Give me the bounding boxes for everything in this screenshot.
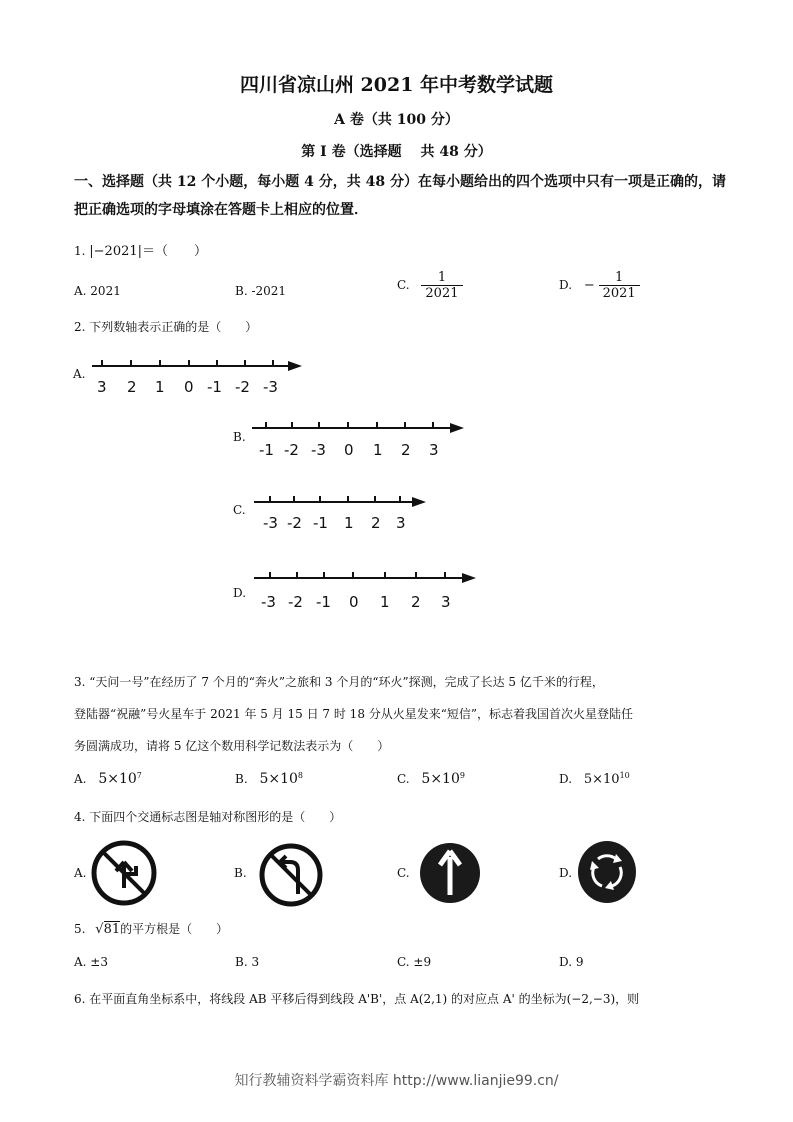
tick-label: 2 <box>371 514 381 532</box>
tick-label: 0 <box>349 593 359 611</box>
tick-label: 1 <box>155 378 165 396</box>
number-line-b <box>250 420 470 440</box>
question-6: 6. 在平面直角坐标系中，将线段 AB 平移后得到线段 A'B'，点 A(2,1) 的对应点 A' 的坐标为(−2,−3)，则 <box>74 992 640 1006</box>
option-exponent: 7 <box>136 771 142 780</box>
q1-option-d-fraction <box>599 270 640 301</box>
option-base: 5×10 <box>259 771 298 787</box>
q1-option-d-label: D. <box>559 278 573 292</box>
question-2: 2. 下列数轴表示正确的是（ ） <box>74 320 258 334</box>
square-root-icon: √ <box>95 922 104 937</box>
q2-option-b-label: B. <box>233 430 246 444</box>
q1-option-c <box>397 270 463 301</box>
q3-option-c <box>397 771 465 787</box>
q1-option-d-sign: − <box>583 278 595 293</box>
tick-label: 2 <box>401 441 411 459</box>
q5-radicand: 81 <box>103 922 121 937</box>
q3-text-line-3: 务圆满成功，请将 5 亿这个数用科学记数法表示为（ ） <box>74 739 390 753</box>
option-exponent: 10 <box>619 771 630 780</box>
q5-option-c: C. ±9 <box>397 955 432 969</box>
tick-label: 2 <box>127 378 137 396</box>
tick-label: -3 <box>263 378 278 396</box>
tick-label: 3 <box>396 514 406 532</box>
q3-option-a <box>74 771 142 787</box>
tick-label: 3 <box>97 378 107 396</box>
option-base: 5×10 <box>98 771 137 787</box>
option-exponent: 8 <box>297 771 304 780</box>
tick-label: -1 <box>207 378 222 396</box>
q2-option-a-label: A. <box>73 367 86 381</box>
q4-option-d-label: D. <box>559 866 573 880</box>
question-5 <box>74 920 228 937</box>
tick-label: -3 <box>263 514 278 532</box>
option-base: 5×10 <box>421 771 460 787</box>
number-line-d <box>252 570 482 590</box>
q5-number: 5. <box>74 922 86 936</box>
option-exponent: 9 <box>459 771 465 780</box>
q4-option-a-label: A. <box>74 866 87 880</box>
q3-text-line-2: 登陆器“祝融”号火星车于 2021 年 5 月 15 日 7 时 18 分从火星发来“短信”，标志着我国首次火星登陆任 <box>74 707 634 721</box>
q3-text-line-1: 3. “天问一号”在经历了 7 个月的“奔火”之旅和 3 个月的“环火”探测，完成了长达 5 亿千米的行程， <box>74 675 604 689</box>
q2-option-c-label: C. <box>233 503 246 517</box>
footer-watermark: 知行教辅资料学霸资料库 http://www.lianjie99.cn/ <box>234 1073 559 1089</box>
option-label: D. <box>559 772 573 786</box>
option-label: B. <box>235 772 248 786</box>
tick-label: -2 <box>287 514 302 532</box>
page-title: 四川省凉山州 2021 年中考数学试题 <box>239 74 554 96</box>
tick-label: -2 <box>288 593 303 611</box>
tick-label: 1 <box>373 441 383 459</box>
section1-instructions: 一、选择题（共 12 个小题，每小题 4 分，共 48 分）在每小题给出的四个选项中只有一项是正确的，请把正确选项的字母填涂在答题卡上相应的位置． <box>74 174 726 218</box>
tick-label: -2 <box>284 441 299 459</box>
q1-number: 1. <box>74 244 86 258</box>
q1-option-b: B. -2021 <box>235 284 287 298</box>
question-4: 4. 下面四个交通标志图是轴对称图形的是（ ） <box>74 810 342 824</box>
option-label: C. <box>397 772 410 786</box>
q4-option-c-label: C. <box>397 866 410 880</box>
number-line-c <box>252 494 432 514</box>
tick-label: 0 <box>344 441 354 459</box>
fraction-numerator: 1 <box>421 270 462 286</box>
tick-label: 2 <box>411 593 421 611</box>
q5-option-d: D. 9 <box>559 955 584 969</box>
q4-option-b-label: B. <box>234 866 247 880</box>
roundabout-sign-icon <box>576 840 638 904</box>
q5-text: 的平方根是（ ） <box>120 922 229 936</box>
q1-option-a: A. 2021 <box>74 284 121 298</box>
q1-option-c-label: C. <box>397 278 410 292</box>
q3-option-b <box>235 771 303 787</box>
fraction-denominator: 2021 <box>602 286 636 301</box>
tick-label: -3 <box>311 441 326 459</box>
option-base: 5×10 <box>583 772 620 787</box>
question-1 <box>74 240 207 259</box>
option-label: A. <box>74 772 87 786</box>
q5-option-b: B. 3 <box>235 955 260 969</box>
q1-option-c-fraction <box>421 270 462 301</box>
q3-option-d <box>559 771 630 787</box>
number-line-a <box>90 358 310 378</box>
q5-option-a: A. ±3 <box>74 955 108 969</box>
fraction-denominator: 2021 <box>425 286 459 301</box>
tick-label: 0 <box>184 378 194 396</box>
fraction-numerator: 1 <box>599 270 640 286</box>
tick-label: 3 <box>429 441 439 459</box>
tick-label: -1 <box>316 593 331 611</box>
tick-label: 3 <box>441 593 451 611</box>
q1-expression: |−2021|＝（ ） <box>89 244 208 259</box>
no-left-turn-sign-icon <box>258 842 324 908</box>
q2-option-d-label: D. <box>233 586 247 600</box>
tick-label: -3 <box>261 593 276 611</box>
straight-ahead-sign-icon <box>418 841 482 905</box>
tick-label: -1 <box>313 514 328 532</box>
no-straight-or-right-turn-sign-icon <box>90 840 158 906</box>
paper-a-heading: A 卷（共 100 分） <box>334 112 459 128</box>
tick-label: 1 <box>344 514 354 532</box>
tick-label: -1 <box>259 441 274 459</box>
tick-label: 1 <box>380 593 390 611</box>
q1-option-d <box>559 270 640 301</box>
tick-label: -2 <box>235 378 250 396</box>
part1-heading: 第 I 卷（选择题 共 48 分） <box>301 144 492 160</box>
